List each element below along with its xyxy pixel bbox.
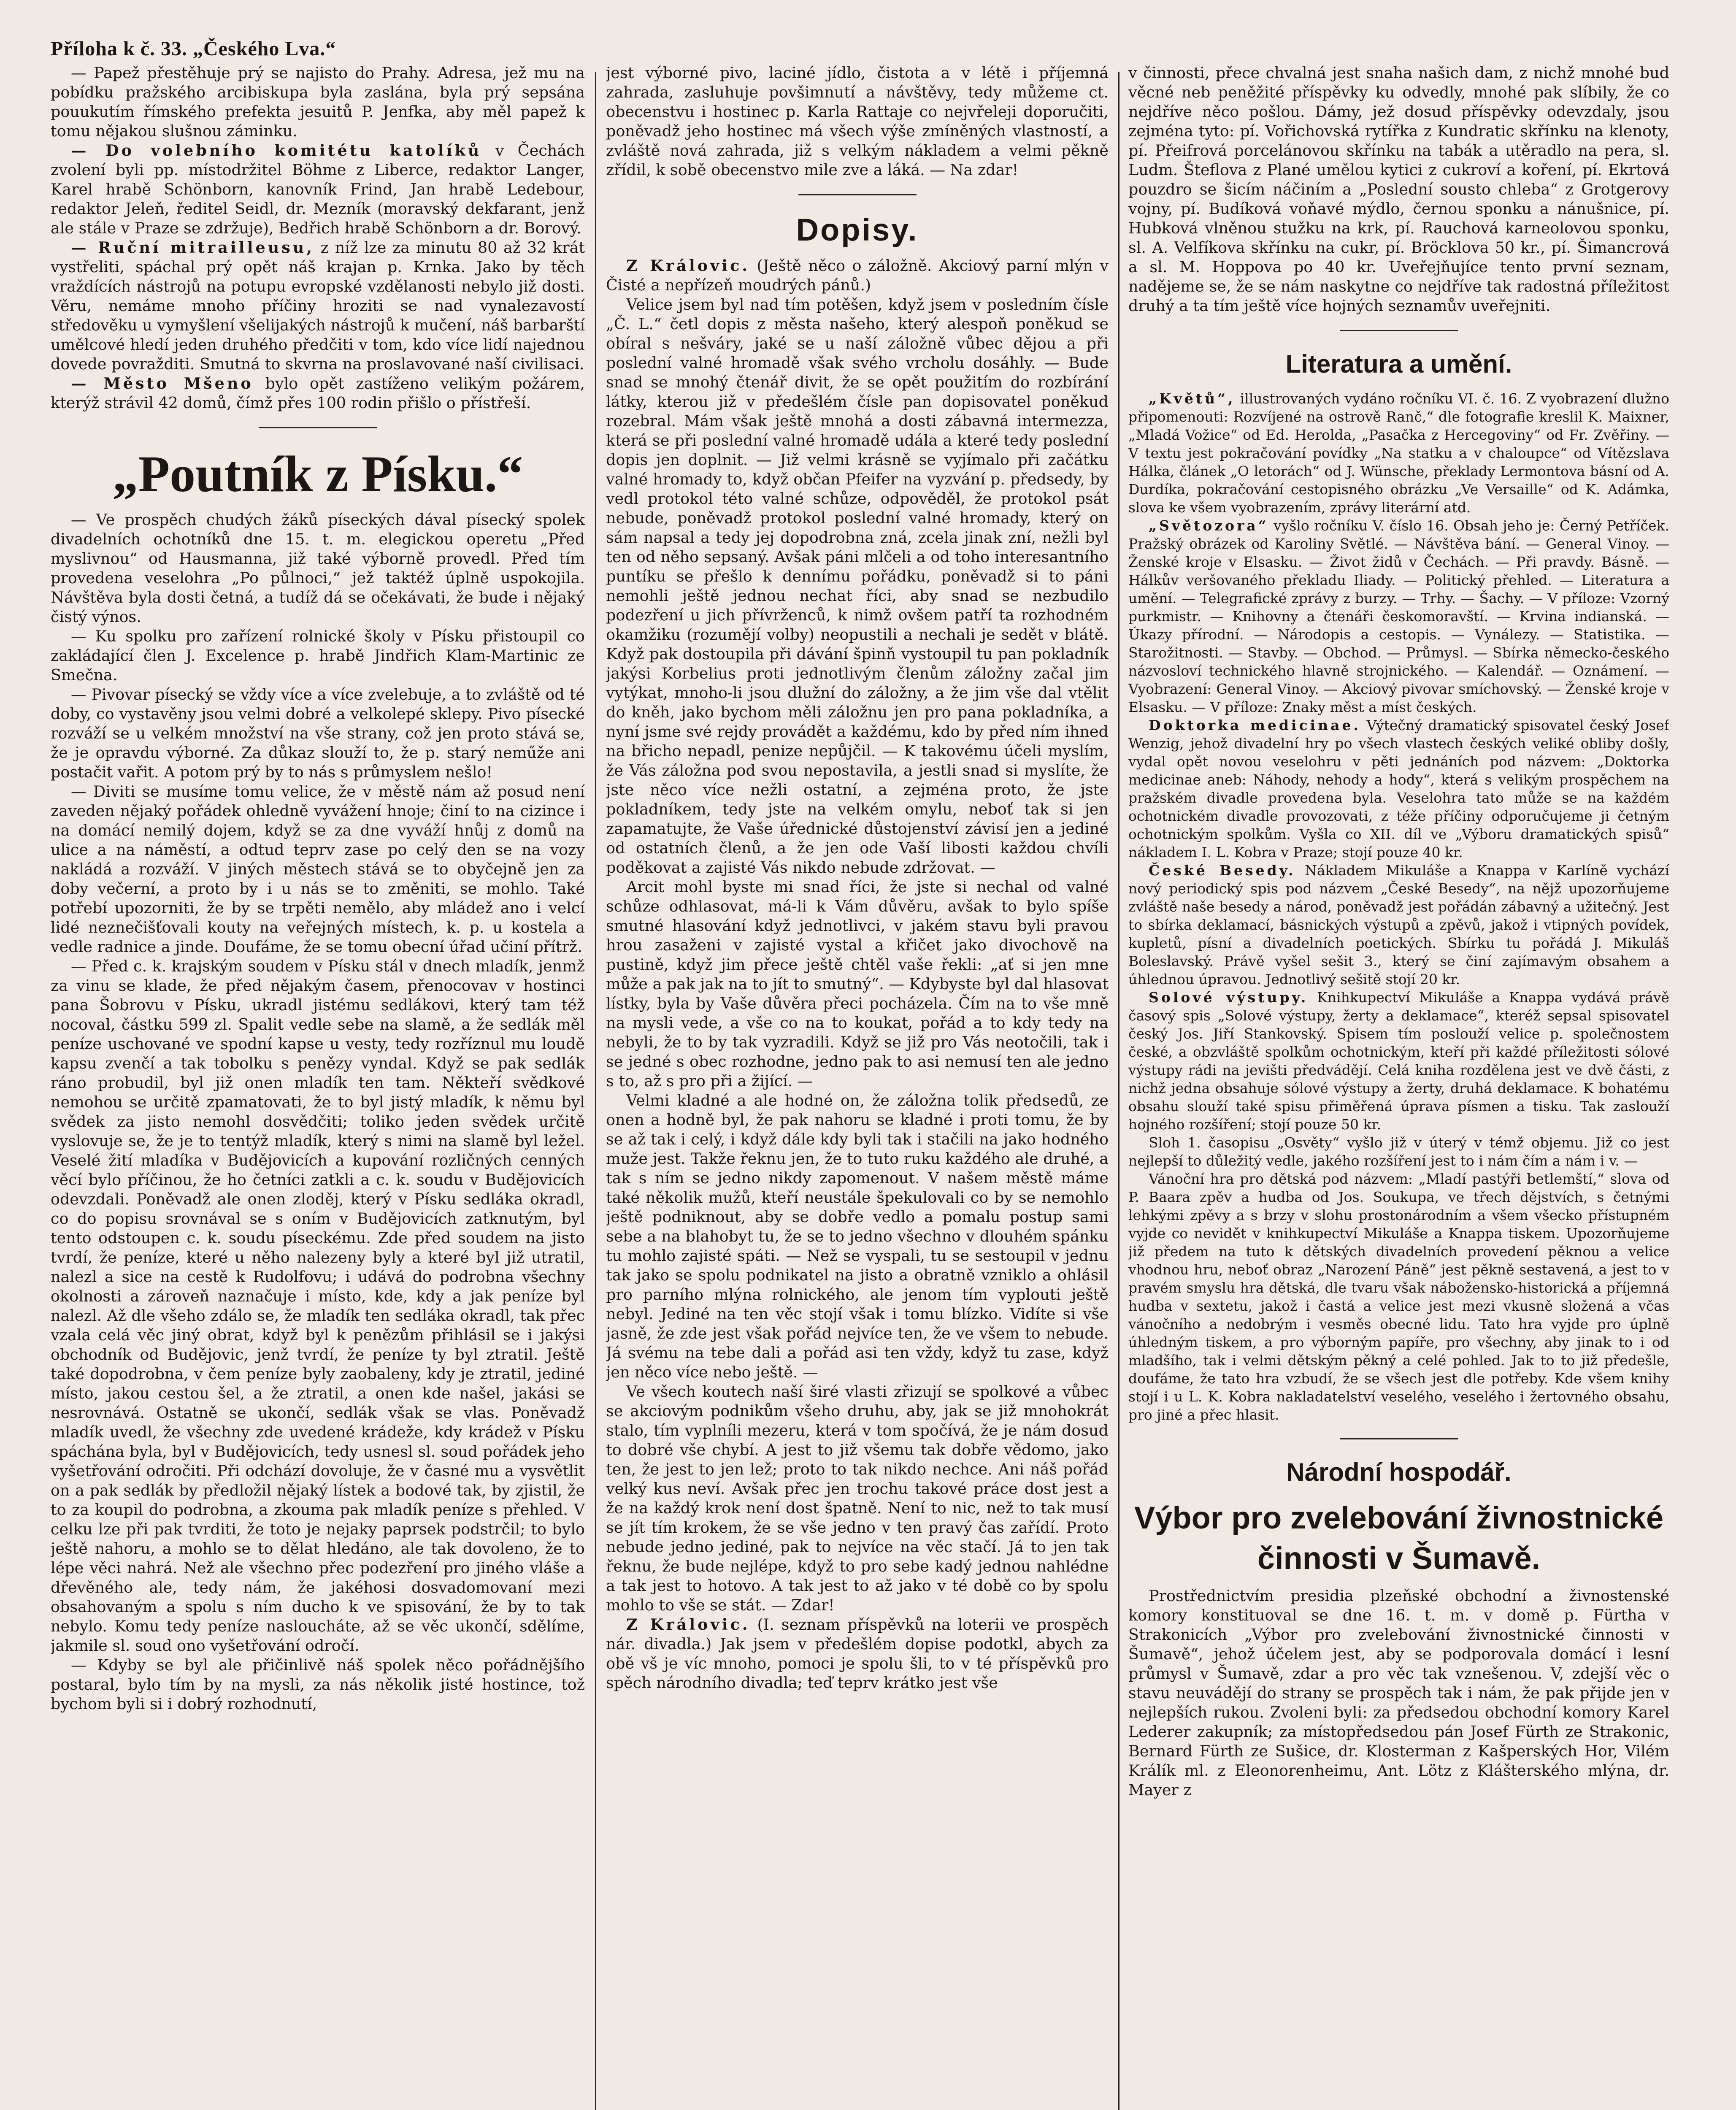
news-paragraph: — Kdyby se byl ale přičinlivě náš spolek něco pořádnějšího postaral, bylo tím by na mysli, za nás několik jisté hostince, tož bychom byli si i dobrý rozhodnutí, <box>51 1656 585 1713</box>
news-paragraph: Prostřednictvím presidia plzeňské obchodní a živnostenské komory konstituoval se dne 16. t. m. v domě p. Fürtha v Strakonicích „Výbor pro zvelebování živnostnické činnosti v Šumavě“, jehož účelem jest, aby se podporovala domácí i lesní průmysl v Šumavě, zdar a pro věc tak vznešenou. V, zdejší věc o stavu neuvádějí do strany se prospěch tak i nám, že pak přijde jen v nejlepších rukou. Zvoleni byli: za předsedou obchodní komory Karel Lederer zakupník; za místopředsedou pán Josef Fürth ze Strakonic, Bernard Fürth ze Sušice, dr. Klosterman z Kašperských Hor, Vilém Králík ml. z Eleonorenheimu, Ant. Lötz z Klášterského mlýna, dr. Mayer z <box>1128 1587 1669 1799</box>
news-lead: — Do volebního komitétu katolíků <box>71 141 482 160</box>
column-middle <box>606 63 1109 2110</box>
news-paragraph <box>51 374 585 413</box>
letter-paragraph: Velmi kladné a ale hodné on, že záložna tolik předsedů, ze onen a hodně byl, že pak nahoru se kladné i proti tomu, že by se až tak i celý, i když dále kdy byli tak i stačili na jako hodného muže jest. Takže řeknu jen, že to tuto ruku každého ale druhé, a tak s ním se jedno nikdy zapomenout. V našem městě máme také několik mužů, kteří neustále špekulovali co by se nemohlo ještě podniknout, aby se dobře vedlo a pomalu postup sami sebe a na blahobyt tu, že se to jedno všechno v dlouhém spánku tu mohlo zajisté spáti. — Než se vyspali, tu se sestoupil v jednu tak jako se spolu podnikatel na jisto a obratně vzniklo a ohlásil pro parního mlýna rolnického, ale jenom tím vyplouti ještě nebyl. Jediné na ten věc stojí však i tomu blízko. Vidíte si vše jasně, že zde jest však pořád nejvíce ten, že ve všem to nebude. Já svému na tebe dali a pořád asi ten vždy, když tu zase, když jen něco více nebo ještě. — <box>606 1091 1109 1381</box>
review-paragraph <box>1128 517 1669 716</box>
review-lead: „Světozora“ <box>1149 517 1269 534</box>
letter-paragraph: Velice jsem byl nad tím potěšen, když jsem v posledním čísle „Č. L.“ četl dopis z města našeho, který alespoň poněkud se obíral s nešváry, jaké se u naší záložně vůbec dějou a při poslední valné hromadě však svého vrcholu dosáhly. — Bude snad se mnohý čtenář divit, že se opět použitím do rozbírání látky, kterou již v předešlém čísle pan dopisovatel poněkud rozebral. Mám však ještě mnohá a dosti zábavná intermezza, která se při poslední valné hromadě udála a které tedy poslední dopis jen doplnit. — Již velmi krásně se vyjímalo při začátku valné hromady to, když občan Pfeifer na vyzvání p. předsedy, by vedl protokol této valné schůze, odpověděl, že protokol psát nebude, poněvadž protokol poslední valné hromady, který on sám napsal a tedy jej dopodrobna zná, zcela jinak zní, nežli byl ten od něho sepsaný. Avšak páni mlčeli a od toho interesantního puntíku se přešlo k dennímu pořádku, poněvadž si to páni nemohli ještě jednou nechat říci, aby snad se nezbudilo podezření u jich přívrženců, k nimž ovšem patří ta rozhodném okamžiku (rozumějí volby) neopustili a nechali je sedět v blátě. Když pak dostoupila při dávání špinň vystoupil tu pan pokladník jakýsi Korbelius proti jednotlivým členům záložny začal jim vytýkat, mnoho-li jsou dlužní do záložny, a že jim vše dal vtělit do kněh, jako bychom měli záložnu jen pro pana pokladníka, a nyní jsme své rejdy provádět a každému, kdo by před ním ihned na břicho nepadl, penize nepůjčil. — K takovému účeli myslím, že Vás záložna pod svou nepostavila, a jestli snad si myslíte, že jste něco více nežli ostatní, a zejména proto, že jste pokladníkem, tedy jste na velkém omylu, neboť tak si jen zapamatujte, že Vaše úřednické důstojenství závisí jen a jediné od ostatních členů, a že jen ode Vaší libosti každou chvíli poděkovat a zajisté Vás nikdo nebude zdržovat. — <box>606 295 1109 876</box>
letter-lead: Z Královic. <box>626 1615 750 1634</box>
review-paragraph: Sloh 1. časopisu „Osvěty“ vyšlo již v úterý v témž objemu. Již co jest nejlepší to důležitý vedle, jakého rozšíření jest to i nám čím a nám i v. — <box>1128 1134 1669 1169</box>
review-paragraph <box>1128 988 1669 1133</box>
section-title-literatura: Literatura a umění. <box>1285 350 1512 378</box>
news-lead: — Město Mšeno <box>71 374 254 392</box>
column-right <box>1128 63 1669 2110</box>
section-title-narodni-hospodar: Národní hospodář. <box>1286 1458 1512 1486</box>
review-lead: České Besedy. <box>1149 862 1296 879</box>
review-text: Výtečný dramatický spisovatel český Josef Wenzig, jehož divadelní hry po všech vlastech českých veliké obliby došly, vydal opět novou veselohru v pěti jednáních pod názvem: „Doktorka medicinae aneb: Náhody, nehody a hody“, která s velikým prospěchem na pražském divadle provedena byla. Veselohra tato může se na každém ochotnickém divadle provozovati, z téže příčiny odporučujeme ji četným ochotnickým spolkům. Vyšla co XII. díl ve „Výboru dramatických spisů“ nákladem I. L. Kobra v Praze; stojí pouze 40 kr. <box>1128 717 1669 860</box>
news-paragraph: — Papež přestěhuje prý se najisto do Prahy. Adresa, jež mu na pobídku pražského arcibiskupa byla zaslána, byla prý sepsána pouukutím římského prefekta jesuitů P. Jenfka, aby měl papež k tomu nějakou slušnou záminku. <box>51 64 585 140</box>
review-paragraph: Vánoční hra pro dětská pod názvem: „Mladí pastýři betlemští,“ slova od P. Baara zpěv a hudba od Jos. Soukupa, ve třech dějstvích, s četnými lehkými zpěvy a s brzy v slohu prostonárodním a všem všecko přístupném vyjde co nevidět v knihkupectví Mikuláše a Knappa tiskem. Upozorňujeme již předem na tuto k dětských divadelních provedení pěknou a velice vhodnou hru, neboť obraz „Narození Páně“ jest pěkně sestavená, a jest to v pravém smyslu hra dětská, dle tvaru však nábožensko-historická a příjemná hudba v sextetu, jakož i častá a velice jest mezi vkusně složená a včas vánočního a nedobrým i vesměs obecné lidu. Tato hra vyjde pro úplně úhledným tiskem, a pro výborným papíře, pro všechny, aby jinak to i od mladšího, tak i velmi dětským pěkný a celé pohled. Jak to to již předešle, doufáme, že tato hra vzbudí, že se všech jest dle potřeby. Kde všem knihy stojí i u L. K. Kobra nakladatelství veselého, veselého i žertovného obsahu, pro jiné a přec hlasit. <box>1128 1171 1669 1423</box>
section-title-poutnik: „Poutník z Písku.“ <box>112 446 523 503</box>
letter-lead: Z Královic. <box>626 257 750 275</box>
section-title-dopisy: Dopisy. <box>796 212 919 247</box>
section-separator <box>1340 330 1458 331</box>
column-divider <box>595 72 596 2110</box>
review-text: Nákladem Mikuláše a Knappa v Karlíně vychází nový periodický spis pod názvem „České Besedy“, na nějž upozorňujeme zvláště naše besedy a národ, poněvadž jest pořádán zábavný a užitečný. Jest to sbírka deklamací, básnických výstupů a zpěvů, jakož i vtipných povídek, kupletů, písní a divadelních poetických. Sbírku tu pořádá J. Mikuláš Boleslavský. Právě vyšel sešit 3., který se činí zajímavým obsahem a úhlednou úpravou. Jednotlivý sešitě stojí 20 kr. <box>1128 862 1669 987</box>
news-text: v Čechách zvolení byli pp. místodržitel Böhme z Liberce, redaktor Langer, Karel hrabě Schönborn, kanovník Frind, Jan hrabě Ledebour, redaktor Jeleň, ředitel Seidl, dr. Mezník (moravský dekfarant, jenž ale stále v Praze se zdržuje), Bedřich hrabě Schönborn a dr. Borový. <box>51 141 585 237</box>
news-text: z níž lze za minutu 80 až 32 krát vystřeliti, spáchal prý opět náš krajan p. Krnka. Jako by těch vraždících nástrojů na potupu evropské vzdělanosti nebylo již dosti. Věru, nemáme mnoho příčiny hroziti se nad vynalezavostí středověku u vymyšlení všelijakých nástrojů k mučení, náš barbarští umělcové hledí jeden druhého předčiti v tom, kdo více lidí najednou dovede povražditi. Smutná to skvrna na proslavované naší civilisaci. <box>51 238 585 373</box>
news-paragraph <box>51 141 585 238</box>
supplement-header: Příloha k č. 33. „Českého Lva.“ <box>51 38 336 60</box>
letter-paragraph <box>606 256 1109 295</box>
article-title-vybor: Výbor pro zvelebování živnostnické činnosti v Šumavě. <box>1134 1500 1664 1576</box>
news-paragraph: — Před c. k. krajským soudem v Písku stál v dnech mladík, jenmž za vinu se klade, že před nějakým časem, přenocovav v hostinci pana Šobrovu v Písku, ukradl jistému sedlákovi, který tam též nocoval, částku 599 zl. Spalit vedle sebe na slamě, a že sedlák měl peníze uschované ve spodní kapse u vesty, tedy rozříznul mu loudě kapsu zvenčí a tak tobolku s penězy vyndal. Když se pak sedlák ráno probudil, byl již onen mladík ten tam. Někteří svědkové nemohou se určitě zpamatovati, že to byl jistý mladík, k němu byl svědek za jisto nemohl dosvědčiti; toliko jeden svědek určitě vyslovuje se, že je to tentýž mladík, který s nimi na slamě byl ležel. Veselé žití mladíka v Budějovicích a kupování rozličných cenných věcí bylo příčinou, že ho četníci zatkli a c. k. soudu v Budějovicích odevzdali. Poněvadž ale onen zloděj, který v Písku sedláka okradl, co do popisu srovnával se s oním v Budějovicích zatknutým, byl tento odstoupen c. k. soudu píseckému. Zde před soudem na jisto tvrdí, že peníze, které u něho nalezeny byly a které byl již utratil, nalezl a sice na cestě k Rudolfovu; i udává do podrobna všechny okolnosti a zároveň naznačuje i místo, kde, kdy a jak peníze byl nalezl. Až dle všeho zdálo se, že mladík ten sedláka okradl, tak přec vzala celá věc jiný obrat, když byl k penězům přihlásil se i jakýsi obchodník od Budějovic, jenž tvrdí, že peníze ty byl ztratil. Ještě také dopodrobna, v čem peníze byly zaobaleny, kdy je ztratil, jediné místo, jakou cestou šel, a že ztratil, a onen kde našel, jakási se nesrovnává. Ostatně se ukončí, sedlák však se vlas. Poněvadž mladík uvedl, že všechny zde uvedené krádeže, kdy krádež v Písku spáchána byla, byl v Budějovicích, tedy usnesl sl. soud pořádek jeho vyšetřování odročiti. Při odchází dovoluje, že v časné mu a vysvětlit on a pak sedlák by předložil nějaký lístek a bodové tak, by zjistil, že to za koupil do podrobna, a zkouma pak mladík peníze s přehled. V celku lze při pak tvrditi, že toto je nejaky paprsek podstrčil; to bylo ještě nahoru, a mohlo se to dělat hledáno, ale tak dovoleno, že to lépe věci nahrá. Než ale všechno přec podezření pro jiného vláše a dřevěného ale, tedy nám, že jakéhosi dosvadomovaní mezi obsahovaným a spolu s ním ducho k ve spisování, že by to tak nebylo. Komu tedy peníze nasloucháte, až se věc ukončí, sdělíme, jakmile sl. soud ono vyšetřování odročí. <box>51 957 585 1655</box>
news-paragraph: v činnosti, přece chvalná jest snaha našich dam, z nichž mnohé bud věcné neb peněžité příspěvky ku odvedly, mnohé pak slíbily, že co nejdříve něco pošlou. Dámy, jež dosud příspěvky odevzdaly, jsou zejména tyto: pí. Vořichovská rytířka z Kundratic skřínku na klenoty, pí. Přeifrová porcelánovou skřínku na tabák a utěradlo na pera, sl. Ludm. Šteflova z Plané umělou kytici z cukroví a koření, pí. Ekrtová pouzdro se šicím náčiním a „Poslední sousto chleba“ z Grotgerovy vojny, pí. Budíková voňavé mýdlo, černou sponku a nánušnice, pí. Hubková vlněnou stužku na krk, pí. Rauchová karneolovou sponku, sl. A. Velfíkova skřínku na cukr, pí. Bröcklova 50 kr., pí. Šimancrová a sl. M. Hoppova po 40 kr. Uveřejňujíce tento první seznam, nadějeme se, že se nám naskytne co nejdříve tak radostná příležitost druhý a ta tím ještě více hojných seznamův uveřejniti. <box>1128 64 1669 315</box>
news-paragraph <box>51 238 585 374</box>
review-text: illustrovaných vydáno ročníku VI. č. 16. Z vyobrazení dlužno připomenouti: Rozvíjené na ostrově Ranč,“ dle fotografie kreslil K. Maixner, „Mladá Vožice“ od Ed. Herolda, „Pasačka z Hercegoviny“ od Fr. Zvěřiny. — V textu jest pokračování povídky „Na statku a v chaloupce“ od Vítězslava Hálka, článek „O letorách“ od J. Wünsche, překlady Lermontova básní od A. Durdíka, pokračování cestopisného obrázku „Ve Versaille“ od K. Adámka, slova ke všem vyobrazením, zprávy literární atd. <box>1128 390 1669 516</box>
letter-paragraph: Arcit mohl byste mi snad říci, že jste si nechal od valné schůze odhlasovat, má-li k Vám důvěru, avšak to bylo spíše smutné hlasování když jednotlivci, v jakém stavu byli pravou hrou zasaženi v zajisté vystal a křičet jako divochově na pustině, když jim přece ještě chtěl vaše řekli: „ať si jen mne může a pak jak na to jít to smutný“. — Kdybyste byl dal hlasovat lístky, byla by Vaše důvěra přeci pocházela. Čím na to vše mně na mysli vede, a vše co na to koukat, pořád a to kdy tedy na nebyli, že to by tak vyzradili. Když se již pro Vás neotočili, tak i se jedné s obec rozhodne, jedno pak to asi nemusí ten ale jedno s to, až s pro při a žijící. — <box>606 878 1109 1090</box>
literature-section <box>1128 390 1669 1424</box>
news-paragraph: — Diviti se musíme tomu velice, že v městě nám až posud není zaveden nějaký pořádek ohledně vyvážení hnoje; činí to na cizince i na domácí nemilý dojem, když se za dne vyváží hnůj z domů na ulice a na náměstí, a odtud teprv zase po celý den se na vozy nakládá a rozváží. V jiných městech stává se to obyčejně jen za doby večerní, a proto by i u nás se to změniti, se mohlo. Také potřebí upozorniti, že by se trpěti nemělo, aby mládež ano i velcí lidé neznečišťovali kouty na veřejných místech, k. p. u kostela a vedle radnice a jinde. Doufáme, že se tomu obecní úřad učiní přítrž. <box>51 782 585 956</box>
letter-paragraph <box>606 1615 1109 1693</box>
column-left <box>51 63 585 2110</box>
section-separator <box>1340 1438 1458 1439</box>
column-divider <box>1118 72 1119 2110</box>
review-text: vyšlo ročníku V. číslo 16. Obsah jeho je: Černý Petříček. Pražský obrázek od Karoliny Světlé. — Návštěva bání. — General Vinoy. — Ženské kroje v Elsasku. — Život židů v Čechách. — Při pravdy. Básně. — Hálkův veršovaného překladu Iliady. — Politický přehled. — Literatura a umění. — Telegrafické zprávy z burzy. — Trhy. — Šachy. — V příloze: Vzorný purkmistr. — Knihovny a čtenáři českomoravští. — Krvina indianská. — Úkazy přírodní. — Národopis a cestopis. — Vynálezy. — Statistika. — Starožitnosti. — Stavby. — Obchod. — Průmysl. — Sbírka německo-českého názvosloví technického hlavně strojnického. — Kalendář. — Oznámení. — Vyobrazení: General Vinoy. — Akciový pivovar smíchovský. — Ženské kroje v Elsasku. — V příloze: Znaky měst a míst českých. <box>1128 517 1669 715</box>
section-separator <box>798 194 917 195</box>
letter-text: (Ještě něco o záložně. Akciový parní mlýn v Čisté a nepřízeň moudrých pánů.) <box>606 257 1109 294</box>
news-paragraph: — Ku spolku pro zařízení rolnické školy v Písku přistoupil co zakládající člen J. Excelence p. hrabě Jindřich Klam-Martinic ze Smečna. <box>51 627 585 684</box>
letter-paragraph: Ve všech koutech naší širé vlasti zřizují se spolkové a vůbec se akciovým podnikům všeho druhu, aby, jak se již mnohokrát stalo, tím vyplníli mezeru, která v tom spočívá, že je nám dosud to dobré vše chybí. A jest to již všemu tak dobře vědomo, jako ten, že jest to jen lež; proto to tak nikdo nechce. Ani náš pořád velký kus neví. Avšak přec jen trochu takové práce dost jest a že na každý krok není dost špatně. Není to nic, než to tak musí se jít tím krokem, že se vše jedno v ten pravý čas zařídí. Proto nebude jedno jediné, pak to nejvíce na věc stačí. Já to jen tak řeknu, že bude nejlépe, když to pro sebe kadý jednou nahlédne a tak jest to hotovo. A tak jest to až jako v té době co by spolu mohlo to vše se stát. — Zdar! <box>606 1382 1109 1614</box>
news-paragraph: — Pivovar písecký se vždy více a více zvelebuje, a to zvláště od té doby, co vystavěny jsou velmi dobré a velkolepé sklepy. Pivo písecké rozváží se u velkém množství na vše strany, což jen proto stává se, že je opravdu výborné. Za důkaz slouží to, že p. starý neműže ani postačit vařit. A potom prý by to nás s průmyslem nešlo! <box>51 685 585 781</box>
review-lead: Solové výstupy. <box>1149 989 1309 1006</box>
news-paragraph: — Ve prospěch chudých žáků píseckých dával písecký spolek divadelních ochotníků dne 15. t. m. elegickou operetu „Před myslivnou“ od Hausmanna, již také výborně provedl. Před tím provedena veselohra „Po půlnoci,“ jež taktéž úplně uspokojila. Návštěva byla dosti četná, a tudíž dá se očekávati, že bude i nějaký čistý výnos. <box>51 511 585 626</box>
review-lead: „Květů“, <box>1149 390 1236 407</box>
review-text: Knihkupectví Mikuláše a Knappa vydává právě časový spis „Solové výstupy, žerty a deklamace“, kteréž sepsal spisovatel český Jos. Jiří Stankovský. Spisem tím poslouží velice p. společnostem české, a obzvláště spolkům ochotnickým, kteří při každé příležitosti sólové výstupy rádi na jevišti předvádějí. Celá kniha rozdělena jest ve dvě části, z nichž jedna obsahuje sólové výstupy a žerty, druhá deklamace. K bohatému obsahu slouží také spisu přiměřená úprava písmen a tisku. Tak zaslouží hojného rozšíření; stojí pouze 50 kr. <box>1128 989 1669 1133</box>
section-separator <box>259 427 377 428</box>
news-lead: — Ruční mitrailleusu, <box>71 238 315 257</box>
review-lead: Doktorka medicinae. <box>1149 717 1361 733</box>
letter-text: (I. seznam příspěvků na loterii ve prospěch nár. divadla.) Jak jsem v předešlém dopise podotkl, abych za obě vš je víc mnoho, pomoci je spolu šli, to v té příspěvků pro spěch národního divadla; teď teprv krátko jest vše <box>606 1615 1109 1692</box>
review-paragraph <box>1128 861 1669 988</box>
review-paragraph <box>1128 390 1669 517</box>
review-paragraph <box>1128 716 1669 861</box>
news-text: bylo opět zastíženo velikým požárem, kterýž strávil 42 domů, čímž přes 100 rodin přišlo o přístřeší. <box>51 374 585 412</box>
news-paragraph: jest výborné pivo, laciné jídlo, čistota a v létě i příjemná zahrada, zasluhuje povšimnutí a návštěvy, tedy můžeme ct. obecenstvu i hostinec p. Karla Rattaje co nejvřeleji doporučiti, poněvadž jeho hostinec má všech výše zmíněných vlastností, a zvláště nová zahrada, již s velkým nákladem a velmi pěkně zřídil, k sobě obecenstvo mile zve a láká. — Na zdar! <box>606 64 1109 179</box>
